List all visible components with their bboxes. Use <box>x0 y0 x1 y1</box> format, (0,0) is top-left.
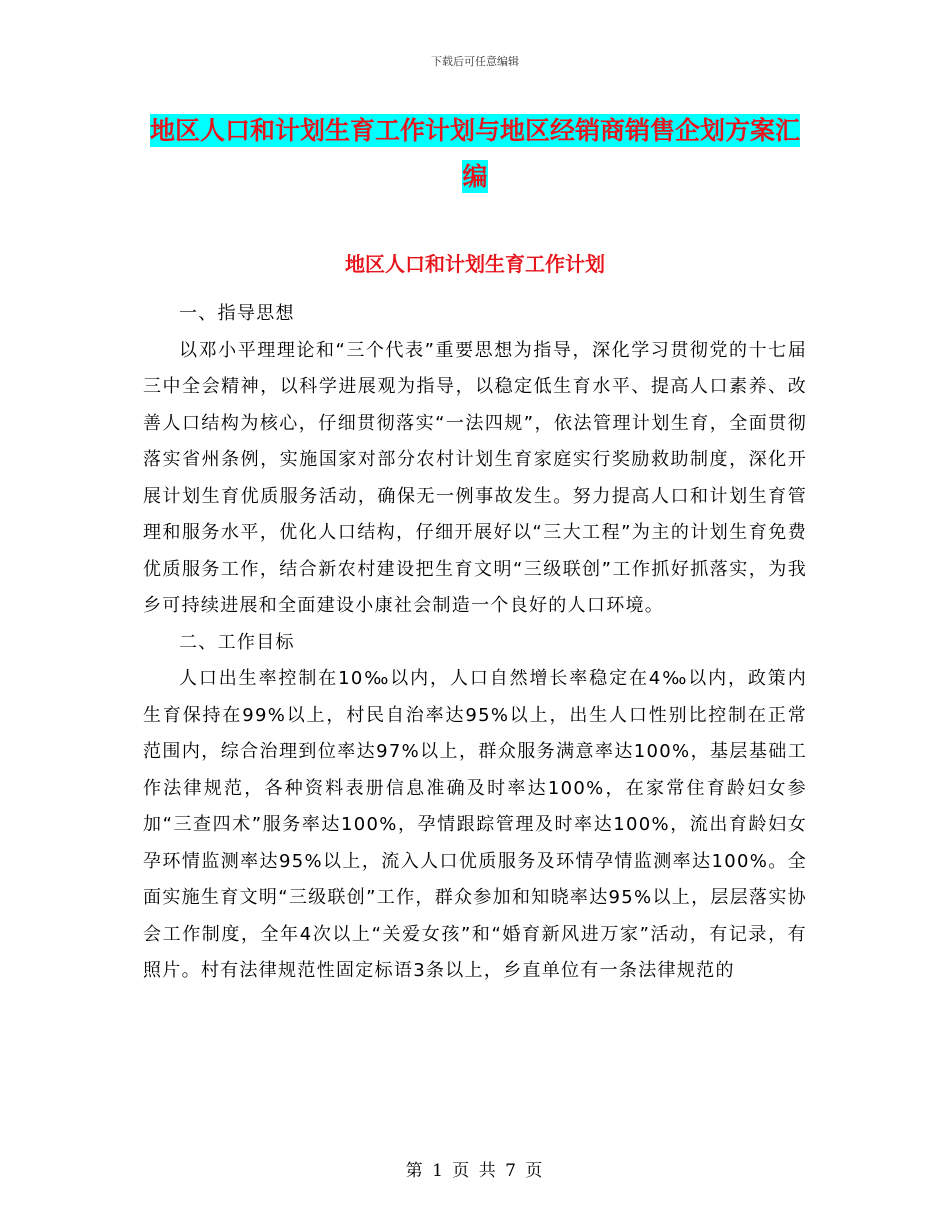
paragraph-work-goals: 人口出生率控制在10‰以内，人口自然增长率稳定在4‰以内，政策内生育保持在99%以上，村民自治率达95%以上，出生人口性别比控制在正常范围内，综合治理到位率达97%以上，群众服务满意率达100%，基层基础工作法律规范，各种资料表册信息准确及时率达100%，在家常住育龄妇女参加“三查四术”服务率达100%，孕情跟踪管理及时率达100%，流出育龄妇女孕环情监测率达95%以上，流入人口优质服务及环情孕情监测率达100%。全面实施生育文明“三级联创”工作，群众参加和知晓率达95%以上，层层落实协会工作制度，全年4次以上“关爱女孩”和“婚育新风进万家”活动，有记录，有照片。村有法律规范性固定标语3条以上，乡直单位有一条法律规范的 <box>143 668 807 981</box>
document-title <box>140 108 810 200</box>
paragraph-guiding-thought: 以邓小平理理论和“三个代表”重要思想为指导，深化学习贯彻党的十七届三中全会精神，以科学进展观为指导，以稳定低生育水平、提高人口素养、改善人口结构为核心，仔细贯彻落实“一法四规”，依法管理计划生育，全面贯彻落实省州条例，实施国家对部分农村计划生育家庭实行奖励救助制度，深化开展计划生育优质服务活动，确保无一例事故发生。努力提高人口和计划生育管理和服务水平，优化人口结构，仔细开展好以“三大工程”为主的计划生育免费优质服务工作，结合新农村建设把生育文明“三级联创”工作抓好抓落实，为我乡可持续进展和全面建设小康社会制造一个良好的人口环境。 <box>143 339 807 616</box>
header-note: 下载后可任意编辑 <box>431 55 519 68</box>
document-body <box>143 296 807 990</box>
section-title: 地区人口和计划生育工作计划 <box>345 252 605 276</box>
heading-work-goals: 二、工作目标 <box>179 631 295 653</box>
heading-guiding-thought: 一、指导思想 <box>179 303 295 324</box>
page-footer: 第 1 页 共 7 页 <box>405 1161 545 1181</box>
document-title-text: 地区人口和计划生育工作计划与地区经销商销售企划方案汇编 <box>149 116 800 191</box>
